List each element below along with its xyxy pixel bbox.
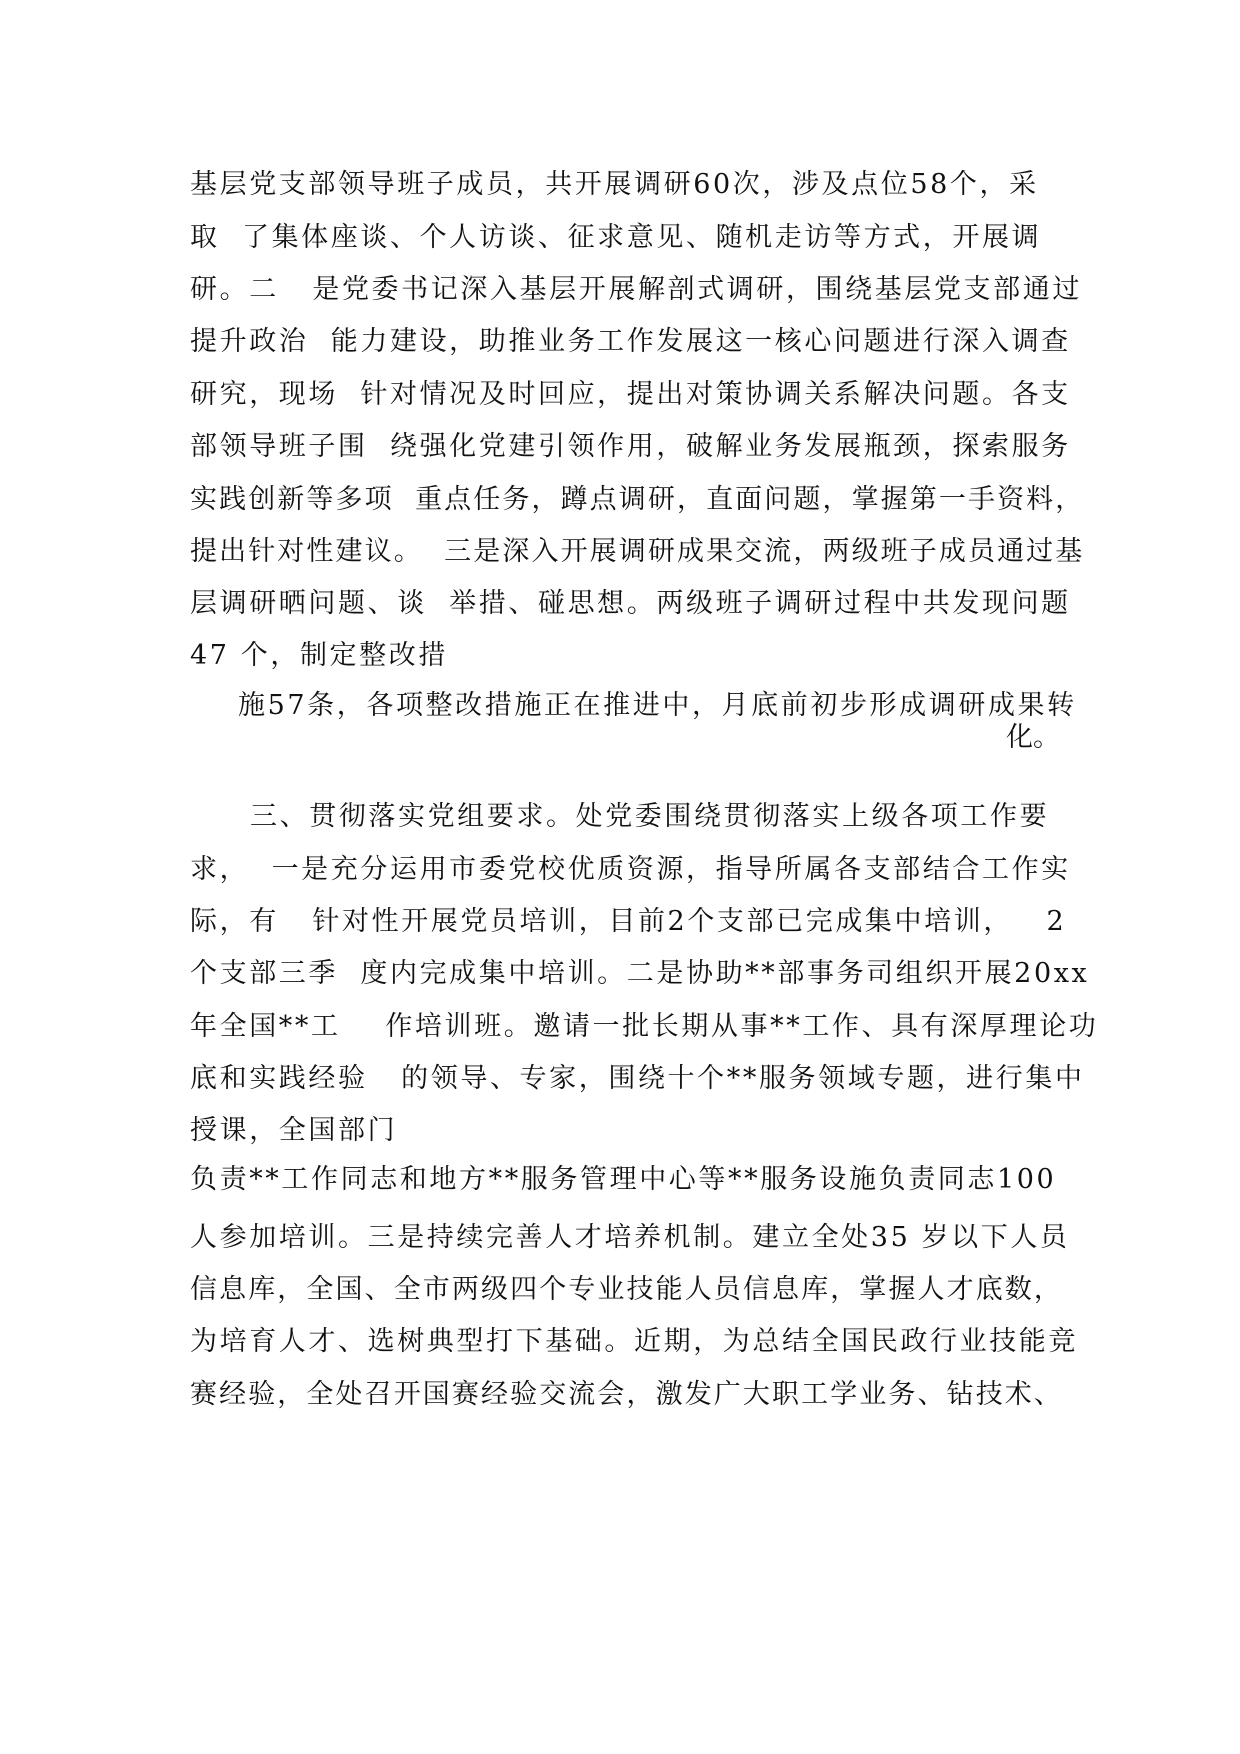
text-line-21: 人参加培训。三是持续完善人才培养机制。建立全处35 岁以下人员 xyxy=(190,1222,1070,1253)
text-line-1: 基层党支部领导班子成员，共开展调研60次，涉及点位58个，采 xyxy=(190,169,1039,200)
text-line-22: 信息库，全国、全市两级四个专业技能人员信息库，掌握人才底数， xyxy=(190,1274,1063,1305)
text-line-11: 施57条，各项整改措施正在推进中，月底前初步形成调研成果转 xyxy=(238,690,1077,721)
text-line-16: 个支部三季 度内完成集中培训。二是协助**部事务司组织开展20xx xyxy=(190,958,1090,989)
text-line-8: 提出针对性建议。 三是深入开展调研成果交流，两级班子成员通过基 xyxy=(190,536,1085,567)
text-line-5: 研究，现场 针对情况及时回应，提出对策协调关系解决问题。各支 xyxy=(190,379,1071,410)
text-line-24: 赛经验，全处召开国赛经验交流会，激发广大职工学业务、钻技术、 xyxy=(190,1379,1063,1410)
text-line-19: 授课，全国部门 xyxy=(190,1115,398,1146)
text-line-18: 底和实践经验 的领导、专家，围绕十个**服务领域专题，进行集中 xyxy=(190,1063,1085,1094)
text-line-20: 负责**工作同志和地方**服务管理中心等**服务设施负责同志100 xyxy=(190,1164,1057,1195)
text-line-10: 47 个，制定整改措 xyxy=(190,640,448,671)
text-line-23: 为培育人才、选树典型打下基础。近期，为总结全国民政行业技能竞 xyxy=(190,1326,1078,1357)
text-line-17: 年全国**工 作培训班。邀请一批长期从事**工作、具有深厚理论功 xyxy=(190,1011,1099,1042)
text-line-12: 化。 xyxy=(1006,722,1060,753)
text-line-4: 提升政治 能力建设，助推业务工作发展这一核心问题进行深入调查 xyxy=(190,326,1071,357)
text-line-15: 际，有 针对性开展党员培训，目前2个支部已完成集中培训， 2 xyxy=(190,906,1067,937)
text-line-7: 实践创新等多项 重点任务，蹲点调研，直面问题，掌握第一手资料， xyxy=(190,484,1085,515)
text-line-9: 层调研晒问题、谈 举措、碰思想。两级班子调研过程中共发现问题 xyxy=(190,588,1071,619)
section-heading-line: 三、贯彻落实党组要求。处党委围绕贯彻落实上级各项工作要 xyxy=(250,801,1050,832)
text-line-3: 研。二 是党委书记深入基层开展解剖式调研，围绕基层党支部通过 xyxy=(190,274,1082,305)
text-line-2: 取 了集体座谈、个人访谈、征求意见、随机走访等方式，开展调 xyxy=(190,222,1042,253)
text-line-14: 求， 一是充分运用市委党校优质资源，指导所属各支部结合工作实 xyxy=(190,854,1071,885)
text-line-6: 部领导班子围 绕强化党建引领作用，破解业务发展瓶颈，探索服务 xyxy=(190,431,1071,462)
